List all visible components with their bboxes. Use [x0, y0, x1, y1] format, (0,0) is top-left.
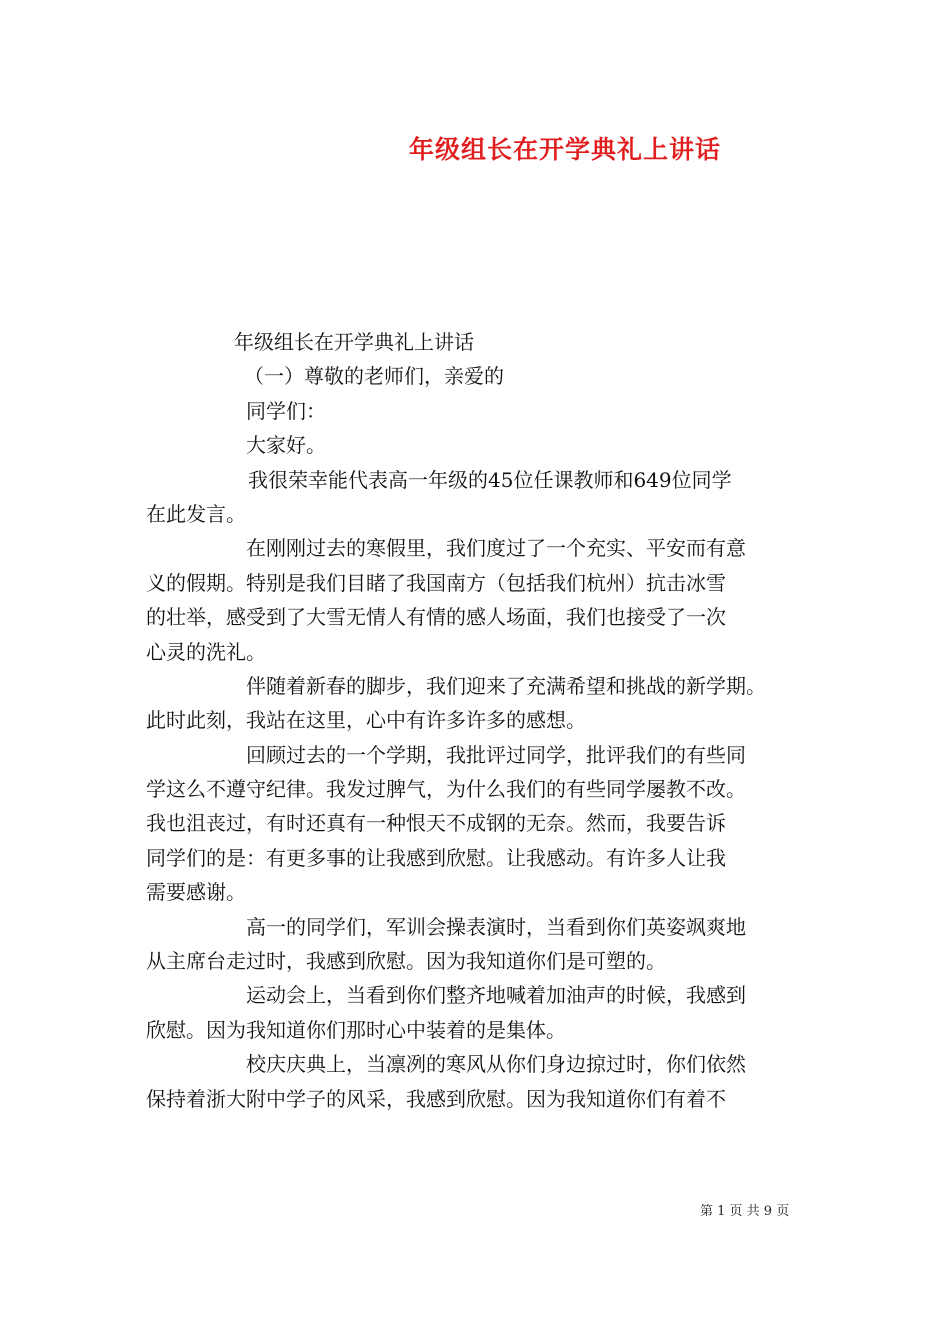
body-line: 回顾过去的一个学期，我批评过同学，批评我们的有些同 [246, 742, 746, 767]
body-line: 伴随着新春的脚步，我们迎来了充满希望和挑战的新学期。 [246, 673, 766, 698]
body-line: 同学们的是：有更多事的让我感到欣慰。让我感动。有许多人让我 [146, 845, 726, 870]
body-line: 心灵的洗礼。 [146, 639, 266, 664]
body-line: 年级组长在开学典礼上讲话 [234, 330, 474, 354]
body-line: 欣慰。因为我知道你们那时心中装着的是集体。 [146, 1017, 566, 1042]
document-title: 年级组长在开学典礼上讲话 [408, 135, 721, 164]
body-line: 学这么不遵守纪律。我发过脾气，为什么我们的有些同学屡教不改。 [146, 777, 746, 802]
body-line: 从主席台走过时，我感到欣慰。因为我知道你们是可塑的。 [146, 949, 666, 974]
body-line: 运动会上，当看到你们整齐地喊着加油声的时候，我感到 [246, 983, 746, 1008]
body-line: 的壮举，感受到了大雪无情人有情的感人场面，我们也接受了一次 [146, 605, 726, 630]
body-line: 保持着浙大附中学子的风采，我感到欣慰。因为我知道你们有着不 [146, 1086, 726, 1111]
body-line: 校庆庆典上，当凛冽的寒风从你们身边掠过时，你们依然 [246, 1052, 746, 1077]
body-line: 我也沮丧过，有时还真有一种恨天不成钢的无奈。然而，我要告诉 [146, 811, 726, 836]
body-line: 大家好。 [246, 433, 326, 458]
body-line: 此时此刻，我站在这里，心中有许多许多的感想。 [146, 708, 586, 733]
document-body [146, 325, 808, 1116]
body-line: 义的假期。特别是我们目睹了我国南方（包括我们杭州）抗击冰雪 [146, 570, 726, 595]
body-line: 同学们： [246, 398, 326, 423]
body-line: 在刚刚过去的寒假里，我们度过了一个充实、平安而有意 [246, 536, 746, 561]
body-line: 我很荣幸能代表高一年级的45位任课教师和649位同学 [248, 467, 732, 492]
body-line: （一）尊敬的老师们，亲爱的 [244, 364, 504, 389]
body-line: 需要感谢。 [146, 880, 246, 905]
body-line: 在此发言。 [146, 501, 246, 526]
page-number: 第 1 页 共 9 页 [700, 1204, 790, 1219]
body-line: 高一的同学们，军训会操表演时，当看到你们英姿飒爽地 [246, 914, 746, 939]
